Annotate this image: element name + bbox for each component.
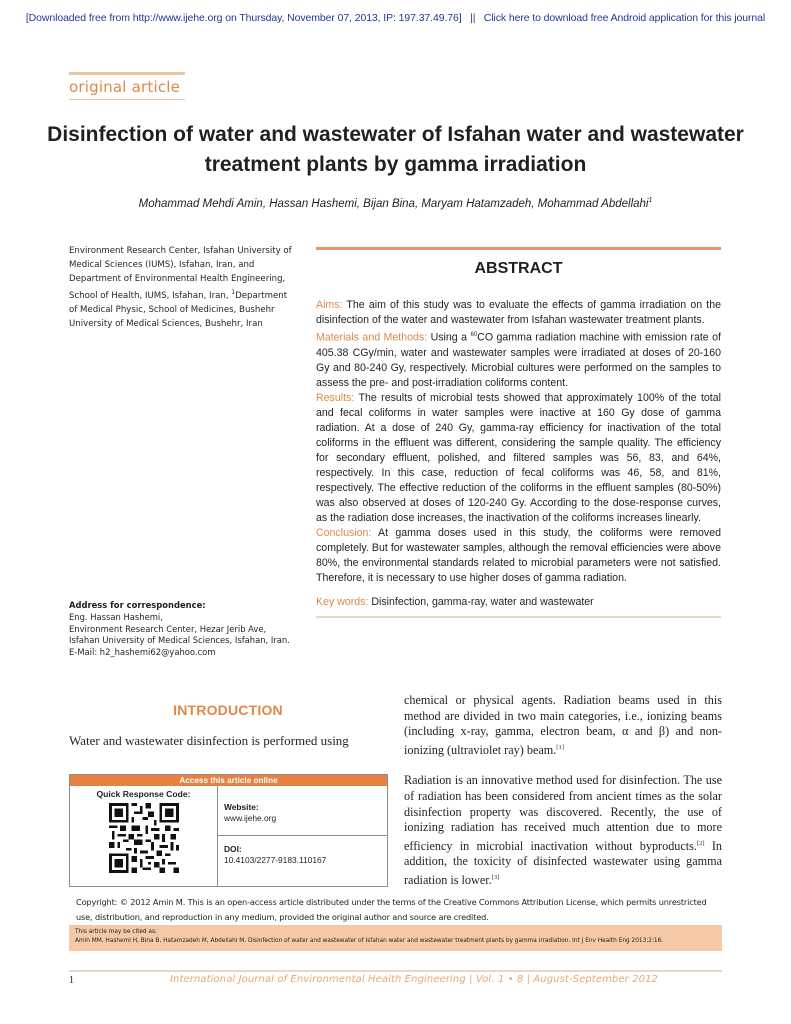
keywords-text: Disinfection, gamma-ray, water and wastewater xyxy=(368,595,594,608)
citation-ref-1[interactable]: [1] xyxy=(556,743,564,751)
methods-text: CO gamma radiation machine with emission rate of 405.38 CGy/min, water and wastewater samples were irradiated at doses of 20-160 Gy and 80-240 Gy, respectively. Microbial cultures were performed on the samples to assess the pre- and post-irradiation coliforms content. xyxy=(316,331,721,389)
conclusion-label: Conclusion: xyxy=(316,526,372,539)
abstract-conclusion xyxy=(316,526,721,586)
qr-cell xyxy=(70,786,218,886)
website-link[interactable]: www.ijehe.org xyxy=(224,813,277,823)
qr-code-icon[interactable] xyxy=(109,803,179,873)
abstract-results xyxy=(316,391,721,526)
abstract-section xyxy=(316,247,721,618)
access-box-header: Access this article online xyxy=(70,775,387,786)
correspondence-email[interactable]: E-Mail: h2_hashemi62@yahoo.com xyxy=(69,647,216,658)
abstract-methods xyxy=(316,328,721,391)
methods-label: Materials and Methods: xyxy=(316,331,428,344)
android-app-link[interactable]: Click here to download free Android application for this journal xyxy=(483,12,766,24)
website-cell xyxy=(218,786,387,836)
doi-link[interactable]: 10.4103/2277-9183.110167 xyxy=(224,855,327,865)
correspondence-line: Isfahan University of Medical Sciences, Isfahan, Iran. xyxy=(69,635,290,646)
article-type-label xyxy=(69,72,185,100)
author-affil-sup: 1 xyxy=(648,197,653,204)
results-label: Results: xyxy=(316,391,355,404)
download-notice-link[interactable]: [Downloaded free from http://www.ijehe.org on Thursday, November 07, 2013, IP: 197.37.49.76] xyxy=(25,12,462,24)
intro-para1-text: chemical or physical agents. Radiation beams used in this method are divided in two main categories, i.e., ionizing beams (including x-ray, gamma, electron beam, α and β) and non-ionizing (ultraviolet ray) beam. xyxy=(404,693,722,757)
citation-box xyxy=(69,925,722,951)
isotope-sup: 60 xyxy=(470,332,478,338)
citation-ref-3[interactable]: [3] xyxy=(491,874,500,882)
correspondence-line: Environment Research Center, Hezar Jerib Ave, xyxy=(69,623,267,634)
abstract-keywords xyxy=(316,595,721,610)
affiliation-sup: 1 xyxy=(231,289,236,296)
copyright-notice: Copyright: © 2012 Amin M. This is an open-access article distributed under the terms of the Creative Commons Attribution License, which permits unrestricted use, distribution, and reproduction in any medium, provided the original author and source are credited. xyxy=(76,897,707,922)
introduction-right-column xyxy=(404,693,722,889)
article-type-text: original article xyxy=(69,78,181,96)
methods-pre: Using a xyxy=(427,331,471,344)
download-banner xyxy=(0,12,791,24)
doi-cell xyxy=(218,836,387,866)
abstract-top-rule xyxy=(316,247,721,250)
qr-label: Quick Response Code: xyxy=(96,789,191,799)
results-text: The results of microbial tests showed that approximately 100% of the total and fecal coliforms in water samples were inactive at 160 Gy dose of gamma radiation. At a dose of 240 Gy, gamma-ray efficiency for inactivation of the total coliforms in the effluent was different, considering the sample quality. The efficiency for secondary effluent, polished, and filtered samples was 56, 83, and 64%, respectively. In this case, reduction of fecal coliforms was 46, 58, and 81%, respectively. The effective reduction of the coliforms in the effluent samples (80-50%) was also observed at doses of 120-240 Gy. According to the dose-response curves, as the radiation dose increases, the inactivation of the coliforms increases linearly. xyxy=(316,391,721,524)
abstract-bottom-rule xyxy=(316,616,721,618)
keywords-label: Key words: xyxy=(316,595,369,608)
journal-footer: International Journal of Environmental Health Engineering | Vol. 1 • 8 | August-September 2012 xyxy=(170,974,658,985)
author-names: Mohammad Mehdi Amin, Hassan Hashemi, Bijan Bina, Maryam Hatamzadeh, Mohammad Abdellahi xyxy=(138,197,649,210)
aims-text: The aim of this study was to evaluate the effects of gamma irradiation on the disinfection of the water and wastewater from Isfahan wastewater treatment plants. xyxy=(316,299,721,326)
banner-separator: || xyxy=(470,12,476,24)
author-list xyxy=(40,197,751,210)
introduction-first-line: Water and wastewater disinfection is performed using xyxy=(69,733,349,748)
citation-label: This article may be cited as: xyxy=(75,929,157,935)
abstract-heading: ABSTRACT xyxy=(474,260,563,277)
intro-para2b-text: In addition, the toxicity of disinfected wastewater using gamma radiation is lower. xyxy=(404,838,722,888)
affiliation-part1: Environment Research Center, Isfahan University of Medical Sciences (IUMS), Isfahan, Iran, and Department of Environmental Health Engineering, School of Health, IUMS, Isfahan, Iran, xyxy=(69,246,292,301)
correspondence-line: Eng. Hassan Hashemi, xyxy=(69,611,163,622)
affiliation-part2: Department of Medical Physic, School of Medicines, Bushehr University of Medical Sciences, Bushehr, Iran xyxy=(69,290,288,329)
correspondence-block xyxy=(69,600,319,659)
intro-para2a-text: Radiation is an innovative method used for disinfection. The use of radiation has been considered from ancient times as the solar disinfection property was discovered. Recently, the use of ionizing radiation has received much attention due to more efficiency in microbial inactivation without byproducts. xyxy=(404,773,722,853)
access-online-box xyxy=(69,774,388,887)
doi-label: DOI: xyxy=(224,844,242,854)
abstract-aims xyxy=(316,298,721,328)
introduction-heading: INTRODUCTION xyxy=(173,702,283,718)
page-number: 1 xyxy=(69,975,74,986)
citation-text: Amin MM, Hashemi H, Bina B, Hatamzadeh M, Abdellahi M. Disinfection of water and wastewater of Isfahan water and wastewater treatment plants by gamma irradiation. Int J Env Health Eng 2013;2:16. xyxy=(75,938,664,944)
correspondence-heading: Address for correspondence: xyxy=(69,600,206,610)
citation-ref-2[interactable]: [2] xyxy=(696,839,705,847)
affiliation-block xyxy=(69,244,294,331)
conclusion-text: At gamma doses used in this study, the coliforms were removed completely. But for wastewater samples, although the removal efficiencies were above 80%, the environmental standards related to microbial parameters were not satisfied. Therefore, it is necessary to use higher doses of gamma radiation. xyxy=(316,526,721,584)
footer-rule xyxy=(69,970,722,972)
intro-paragraph-2 xyxy=(404,773,722,888)
paper-title: Disinfection of water and wastewater of Isfahan water and wastewater treatment plants by gamma irradiation xyxy=(47,123,744,176)
intro-paragraph-1 xyxy=(404,693,722,758)
website-label: Website: xyxy=(224,802,259,812)
aims-label: Aims: xyxy=(316,299,343,311)
